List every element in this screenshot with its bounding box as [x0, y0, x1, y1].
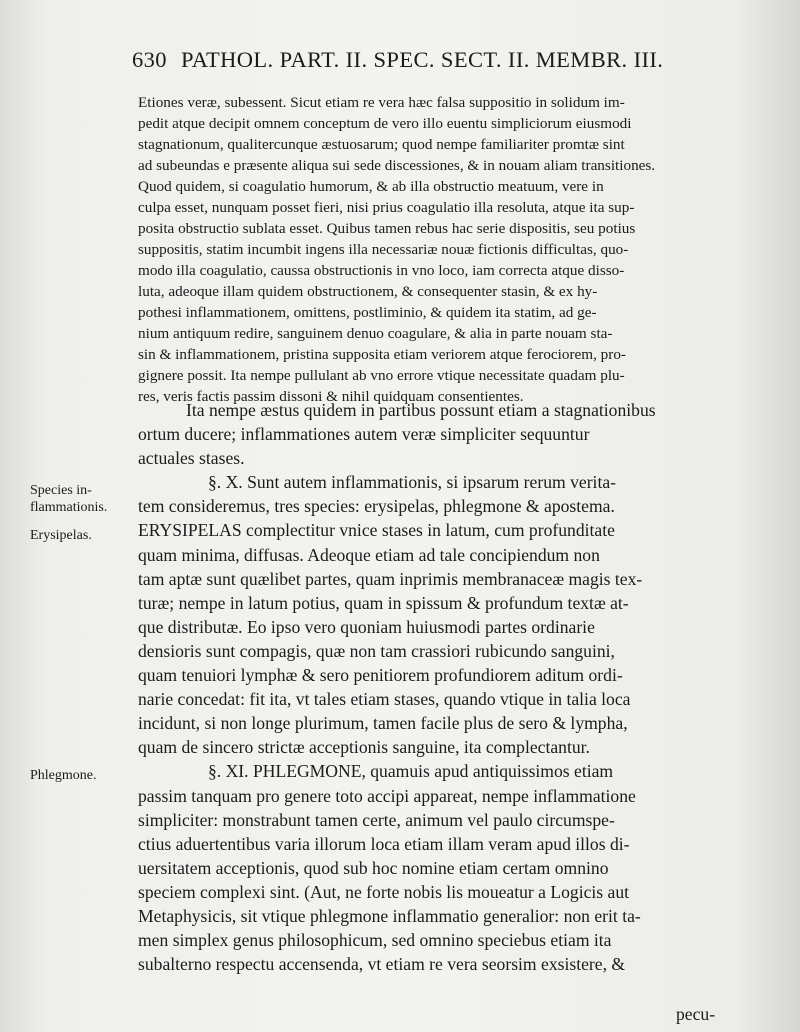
- catchword: pecu-: [676, 1004, 716, 1024]
- text-line: quam de sincero strictæ acceptionis sanguine, ita complectantur.: [138, 737, 590, 758]
- running-header: [132, 47, 672, 73]
- text-line: uersitatem acceptionis, quod sub hoc nomine etiam certam omnino: [138, 857, 609, 878]
- text-line: culpa esset, nunquam posset fieri, nisi prius coagulatio illa resoluta, atque ita sup-: [138, 199, 635, 216]
- text-line: luta, adeoque illam quidem obstructionem, & consequenter stasin, & ex hy-: [138, 283, 598, 300]
- text-line: res, veris factis passim dissoni & nihil quidquam consentientes.: [138, 388, 524, 405]
- text-line: quam minima, diffusas. Adeoque etiam ad tale concipiendum non: [138, 544, 600, 565]
- text-line: tam aptæ sunt quælibet partes, quam inprimis membranaceæ magis tex-: [138, 568, 643, 589]
- text-line: nium antiquum redire, sanguinem denuo coagulare, & alia in parte nouam sta-: [138, 325, 613, 342]
- text-line: pedit atque decipit omnem conceptum de vero illo euentu simpliciorum eiusmodi: [138, 115, 632, 132]
- text-line: simpliciter: monstrabunt tamen certe, animum vel paulo circumspe-: [138, 809, 615, 830]
- section-heading-line: §. XI. PHLEGMONE, quamuis apud antiquissimos etiam: [208, 761, 614, 782]
- text-line: tem consideremus, tres species: erysipelas, phlegmone & apostema.: [138, 496, 615, 517]
- text-line: posita obstructio sublata esset. Quibus tamen rebus hac serie dispositis, seu potius: [138, 220, 636, 237]
- text-line: densioris sunt compagis, quæ non tam crassiori rubicundo sanguini,: [138, 640, 615, 661]
- page-number: 630: [132, 47, 167, 72]
- text-line: actuales stases.: [138, 448, 245, 469]
- text-line: subalterno respectu accensenda, vt etiam re vera seorsim exsistere, &: [138, 954, 626, 975]
- text-line: incidunt, si non longe plurimum, tamen facile plus de sero & lympha,: [138, 713, 628, 734]
- text-line: sin & inflammationem, pristina supposita etiam veriorem atque ferociorem, pro-: [138, 346, 626, 363]
- margin-note-line: flammationis.: [30, 500, 108, 515]
- text-line: ctius aduertentibus varia illorum loca etiam illam veram apud illos di-: [138, 833, 630, 854]
- margin-note-line: Species in-: [30, 483, 92, 498]
- text-line: Metaphysicis, sit vtique phlegmone inflammatio generalior: non erit ta-: [138, 905, 641, 926]
- margin-note-erysipelas: Erysipelas.: [30, 528, 92, 543]
- text-line: ad subeundas e præsente aliqua sui sede discessiones, & in nouam aliam transitiones.: [138, 157, 656, 174]
- text-line: narie concedat: fit ita, vt tales etiam stases, quando vtique in talia loca: [138, 689, 631, 710]
- text-line: passim tanquam pro genere toto accipi appareat, nempe inflammatione: [138, 785, 636, 806]
- text-line: speciem complexi sint. (Aut, ne forte nobis lis moueatur a Logicis aut: [138, 881, 630, 902]
- text-line: stagnationum, qualitercunque æstuosarum; quod nempe familiariter promtæ sint: [138, 136, 625, 153]
- text-line: pothesi inflammationem, omittens, postliminio, & quidem ita statim, ad ge-: [138, 304, 597, 321]
- text-line: que distributæ. Eo ipso vero quoniam huiusmodi partes ordinarie: [138, 616, 595, 637]
- text-line: Quod quidem, si coagulatio humorum, & ab illa obstructio meatuum, vere in: [138, 178, 604, 195]
- margin-note-species: [30, 482, 107, 516]
- text-line: men simplex genus philosophicum, sed omnino speciebus etiam ita: [138, 930, 612, 951]
- passage-main-text: [138, 398, 710, 976]
- running-title: PATHOL. PART. II. SPEC. SECT. II. MEMBR. III.: [180, 47, 664, 72]
- text-line: modo illa coagulatio, caussa obstructionis in vno loco, iam correcta atque disso-: [138, 262, 625, 279]
- text-line: suppositis, statim incumbit ingens illa necessariæ nouæ fictionis difficultas, quo-: [138, 241, 629, 258]
- section-heading-line: §. X. Sunt autem inflammationis, si ipsarum rerum verita-: [208, 472, 616, 493]
- text-line: Etiones veræ, subessent. Sicut etiam re vera hæc falsa suppositio in solidum im-: [138, 94, 625, 111]
- text-line: quam tenuiori lymphæ & sero penitiorem profundiorem aditum ordi-: [138, 665, 623, 686]
- text-line: ERYSIPELAS complectitur vnice stases in latum, cum profunditate: [138, 520, 615, 541]
- text-line: ortum ducere; inflammationes autem veræ simpliciter sequuntur: [138, 424, 590, 445]
- margin-note-phlegmone: Phlegmone.: [30, 768, 97, 783]
- text-line: gignere possit. Ita nempe pullulant ab vno errore vtique necessitate quadam plu-: [138, 367, 625, 384]
- text-line: Ita nempe æstus quidem in partibus possunt etiam a stagnationibus: [186, 400, 656, 420]
- passage-small-print: [138, 92, 710, 407]
- text-line: turæ; nempe in latum potius, quam in spissum & profundum textæ at-: [138, 592, 629, 613]
